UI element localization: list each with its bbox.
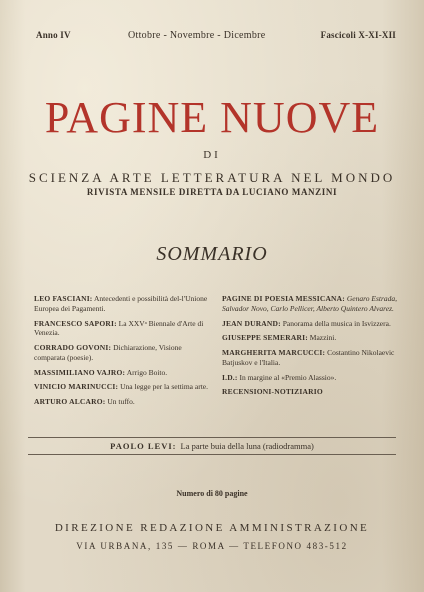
contents-right-column	[222, 294, 398, 402]
magazine-subtitle: SCIENZA ARTE LETTERATURA NEL MONDO	[28, 170, 396, 185]
footer-address: VIA URBANA, 135 — ROMA — TELEFONO 483-512	[76, 541, 348, 551]
contents-entry	[34, 294, 212, 314]
masthead-di: DI	[203, 149, 221, 161]
issue-months: Ottobre - Novembre - Dicembre	[128, 30, 266, 41]
entry-title: Panorama della musica in Isvizzera.	[282, 318, 391, 328]
page-count: Numero di 80 pagine	[176, 489, 248, 498]
entry-author: GIUSEPPE SEMERARI:	[222, 333, 308, 343]
entry-author: MARGHERITA MARCUCCI:	[222, 348, 326, 357]
issue-year: Anno IV	[36, 30, 71, 40]
entry-title: Mazzini.	[309, 333, 337, 343]
entry-title: In margine al «Premio Alassio».	[239, 372, 337, 382]
contents-entry	[34, 397, 212, 407]
contents-entry	[222, 294, 398, 314]
editor-line: RIVISTA MENSILE DIRETTA DA LUCIANO MANZINI	[86, 187, 338, 197]
entry-author: FRANCESCO SAPORI:	[34, 318, 117, 328]
contents-entry	[222, 348, 398, 368]
entry-title: Un tuffo.	[107, 397, 135, 406]
featured-title: La parte buia della luna (radiodramma)	[180, 441, 314, 451]
entry-title: Costantino Nikolaevic Batjuskov e l'Italia.	[222, 348, 395, 367]
entry-author: CORRADO GOVONI:	[34, 343, 112, 352]
contents-left-column	[34, 294, 212, 412]
entry-author: RECENSIONI-NOTIZIARIO	[222, 387, 323, 397]
contents-entry	[222, 387, 398, 397]
entry-author: PAGINE DI POESIA MESSICANA:	[222, 294, 345, 303]
featured-author: PAOLO LEVI:	[110, 441, 177, 451]
contents-entry	[34, 343, 212, 363]
issue-fascicles: Fascicoli X-XI-XII	[320, 30, 396, 40]
contents-entry	[34, 382, 212, 392]
entry-title: La XXVᵃ Biennale d'Arte di Venezia.	[34, 318, 204, 338]
footer-office: DIREZIONE REDAZIONE AMMINISTRAZIONE	[54, 522, 370, 534]
entry-title: Una legge per la settima arte.	[120, 382, 208, 392]
entry-title: Genaro Estrada, Salvador Novo, Carlo Pellicer, Alberto Quintero Alvarez.	[222, 294, 398, 313]
featured-entry	[28, 437, 396, 455]
entry-title: Dichiarazione, Visione comparata (poesie).	[34, 343, 182, 362]
entry-author: I.D.:	[222, 372, 238, 382]
entry-title: Antecedenti e possibilità del-l'Unione Europea dei Pagamenti.	[34, 294, 208, 313]
contents-entry	[34, 319, 212, 339]
sommario-heading: SOMMARIO	[156, 243, 268, 265]
contents-entry	[222, 373, 398, 383]
entry-author: JEAN DURAND:	[222, 318, 281, 328]
contents-entry	[222, 333, 398, 343]
entry-author: LEO FASCIANI:	[34, 294, 93, 303]
entry-author: MASSIMILIANO VAJRO:	[34, 367, 126, 377]
entry-author: VINICIO MARINUCCI:	[34, 382, 119, 392]
magazine-title: PAGINE NUOVE	[44, 93, 380, 142]
entry-author: ARTURO ALCARO:	[34, 397, 106, 406]
contents-entry	[34, 368, 212, 378]
entry-title: Arrigo Boito.	[126, 367, 168, 377]
contents-entry	[222, 319, 398, 329]
